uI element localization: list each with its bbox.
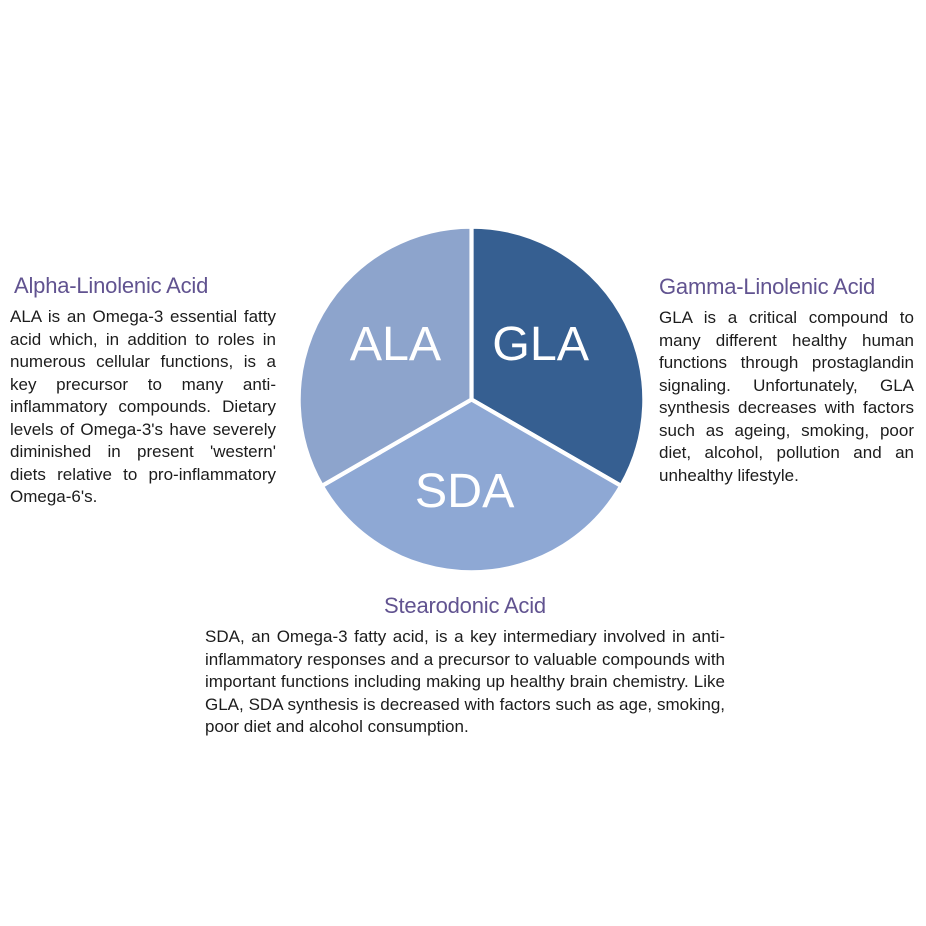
ala-heading: Alpha-Linolenic Acid [14,273,209,298]
pie-chart [290,218,653,581]
gla-heading: Gamma-Linolenic Acid [659,274,876,299]
ala-body-text: ALA is an Omega-3 essential fatty acid which, in addition to roles in numerous cellular functions, is a key precursor to many anti-inflammatory compounds. Dietary levels of Omega-3's have severely diminished in present 'western' diets relative to pro-inflammatory Omega-6's. [10,307,276,506]
sda-body-text: SDA, an Omega-3 fatty acid, is a key intermediary involved in anti-inflammatory responses and a precursor to valuable compounds with important functions including making up healthy brain chemistry. Like GLA, SDA synthesis is decreased with factors such as age, smoking, poor diet and alcohol consumption. [205,627,725,736]
pie-label-sda: SDA [414,464,515,519]
pie-label-ala: ALA [349,317,442,372]
sda-section [205,593,725,739]
gla-section [659,274,914,487]
pie-label-gla: GLA [492,317,590,372]
ala-section [10,273,276,509]
sda-heading: Stearodonic Acid [384,593,546,618]
gla-body-text: GLA is a critical compound to many different healthy human functions through prostaglandin signaling. Unfortunately, GLA synthesis decreases with factors such as ageing, smoking, poor diet, alcohol, pollution and an unhealthy lifestyle. [659,308,914,485]
